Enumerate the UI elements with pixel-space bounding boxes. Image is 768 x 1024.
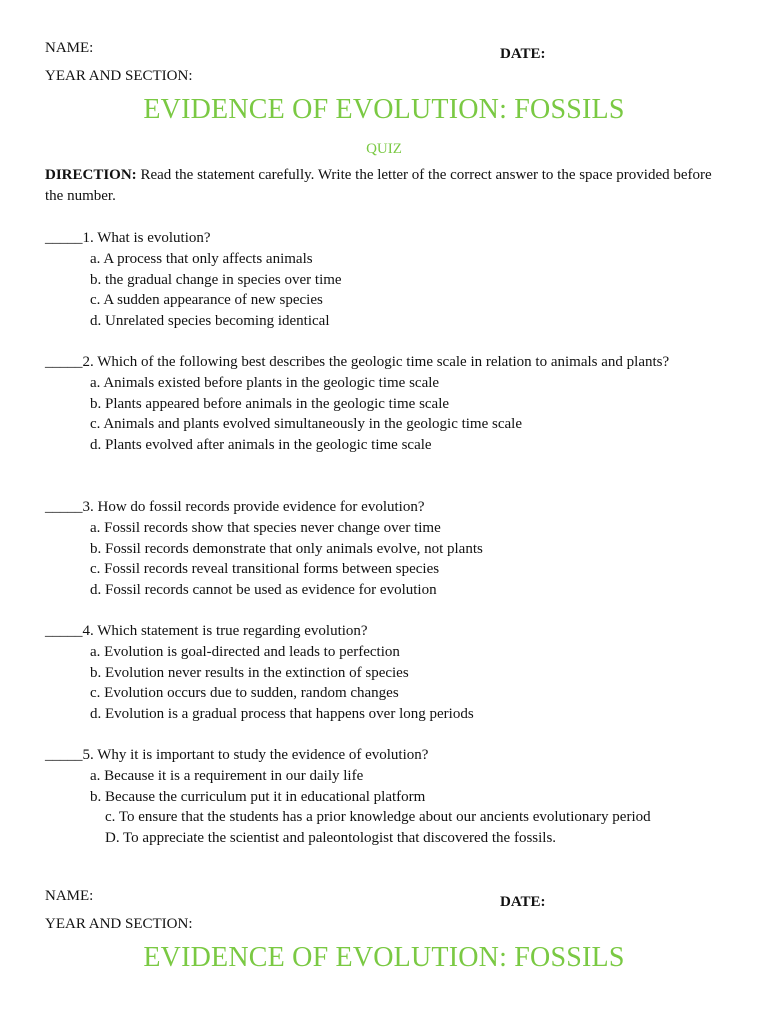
question-2: [45, 352, 725, 456]
name-label-repeat: NAME:: [45, 888, 94, 904]
option-b: b. the gradual change in species over time: [90, 271, 342, 288]
option-d: d. Evolution is a gradual process that happens over long periods: [90, 706, 474, 723]
date-label-repeat: DATE:: [500, 894, 546, 910]
year-section-label-repeat: YEAR AND SECTION:: [45, 916, 193, 932]
option-a: a. Evolution is goal-directed and leads to perfection: [90, 643, 400, 660]
question-stem: _____1. What is evolution?: [45, 230, 211, 246]
option-d: d. Unrelated species becoming identical: [90, 313, 330, 330]
option-a: a. Because it is a requirement in our daily life: [90, 767, 364, 784]
year-section-label: YEAR AND SECTION:: [45, 68, 193, 84]
option-c: c. Evolution occurs due to sudden, random changes: [90, 685, 399, 702]
direction-label: DIRECTION:: [45, 167, 137, 183]
option-c: c. Fossil records reveal transitional forms between species: [90, 561, 440, 578]
option-c: c. To ensure that the students has a prior knowledge about our ancients evolutionary period: [105, 809, 651, 826]
question-3: [45, 497, 725, 601]
question-stem: _____2. Which of the following best describes the geologic time scale in relation to animals and plants?: [45, 354, 670, 370]
option-d: d. Plants evolved after animals in the geologic time scale: [90, 437, 432, 454]
name-label: NAME:: [45, 40, 94, 56]
option-b: b. Because the curriculum put it in educational platform: [90, 788, 426, 805]
option-b: b. Evolution never results in the extinction of species: [90, 664, 409, 681]
question-5: [45, 745, 725, 849]
option-a: a. A process that only affects animals: [90, 250, 313, 267]
option-d: d. Fossil records cannot be used as evidence for evolution: [90, 582, 437, 599]
direction-paragraph: [45, 165, 725, 207]
option-b: b. Fossil records demonstrate that only animals evolve, not plants: [90, 540, 483, 557]
option-b: b. Plants appeared before animals in the geologic time scale: [90, 395, 450, 412]
quiz-subtitle: QUIZ: [366, 141, 402, 157]
question-stem: _____4. Which statement is true regarding evolution?: [45, 623, 368, 639]
option-a: a. Fossil records show that species never change over time: [90, 519, 441, 536]
option-c: c. Animals and plants evolved simultaneously in the geologic time scale: [90, 416, 522, 433]
page-title-repeat: EVIDENCE OF EVOLUTION: FOSSILS: [143, 942, 625, 973]
option-a: a. Animals existed before plants in the geologic time scale: [90, 374, 440, 391]
question-1: [45, 228, 725, 332]
question-stem: _____5. Why it is important to study the evidence of evolution?: [45, 747, 429, 763]
question-4: [45, 621, 725, 725]
direction-text: Read the statement carefully. Write the letter of the correct answer to the space provided before the number.: [45, 167, 712, 204]
date-label: DATE:: [500, 46, 546, 62]
page-title: EVIDENCE OF EVOLUTION: FOSSILS: [143, 94, 625, 125]
option-d: D. To appreciate the scientist and paleontologist that discovered the fossils.: [105, 830, 557, 847]
option-c: c. A sudden appearance of new species: [90, 292, 323, 309]
question-stem: _____3. How do fossil records provide evidence for evolution?: [45, 499, 425, 515]
